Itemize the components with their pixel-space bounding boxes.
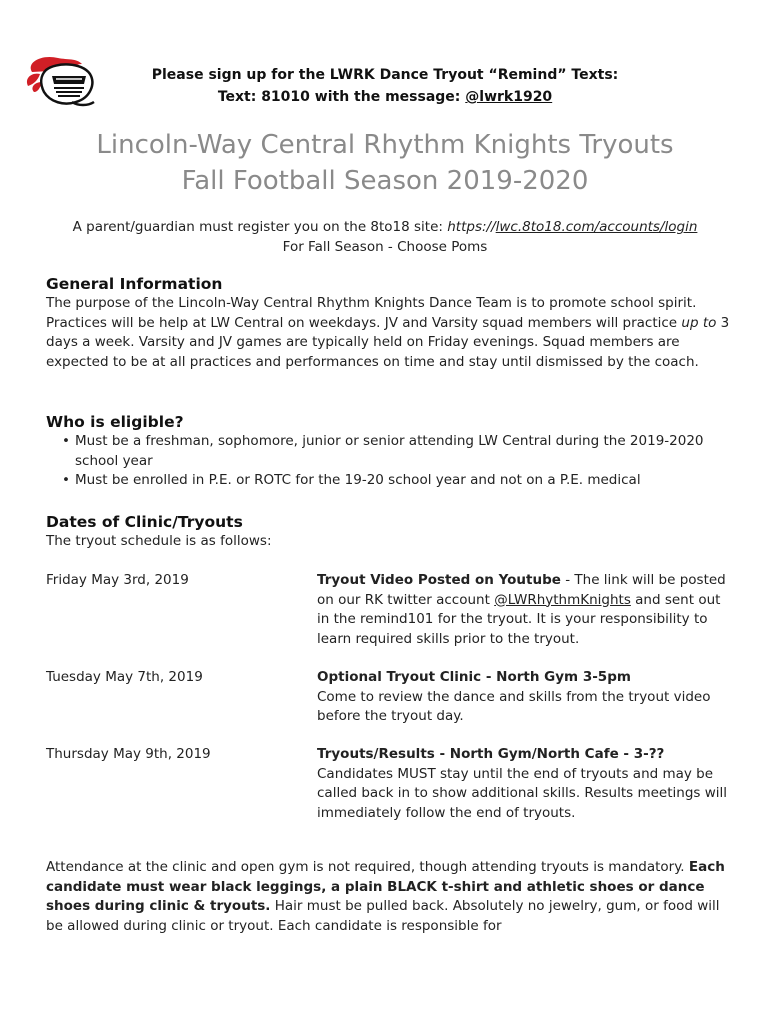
event-title: Tryout Video Posted on Youtube [317,572,561,588]
registration-instruction [0,217,770,237]
general-info-emphasis: up to [681,314,717,331]
twitter-handle-link[interactable]: @LWRhythmKnights [494,591,631,608]
remind-line-1: Please sign up for the LWRK Dance Tryout “Remind” Texts: [151,67,619,83]
attendance-dress-code: Each candidate must wear black leggings, a plain BLACK t-shirt and athletic shoes or dance shoes during clinic & tryouts. [46,859,725,915]
registration-url[interactable] [447,219,697,235]
registration-text: A parent/guardian must register you on the 8to18 site: [72,219,448,235]
page-title: Lincoln-Way Central Rhythm Knights Tryouts [96,130,674,160]
list-item [46,432,726,471]
dates-intro: The tryout schedule is as follows: [46,533,272,549]
event-separator: - [560,572,575,588]
event-details [317,571,727,649]
attendance-text-1: Attendance at the clinic and open gym is not required, though attending tryouts is mandatory. [46,859,689,875]
event-date: Thursday May 9th, 2019 [46,746,211,762]
registration-season-note: For Fall Season - Choose Poms [282,239,488,255]
event-details [317,668,727,727]
remind-line-2 [110,86,660,108]
remind-text-instruction: Text: 81010 with the message: [217,89,466,105]
remind-signup-notice [110,64,660,108]
general-info-heading: General Information [46,275,223,293]
event-date: Friday May 3rd, 2019 [46,572,189,588]
rhythm-knights-logo-icon [24,52,104,110]
eligibility-heading: Who is eligible? [46,413,184,431]
page-subtitle: Fall Football Season 2019-2020 [181,166,589,196]
attendance-paragraph [46,858,732,936]
remind-handle-link[interactable]: @lwrk1920 [465,89,553,105]
registration-url-link[interactable]: lwc.8to18.com/accounts/login [495,219,698,235]
attendance-text-2: Hair must be pulled back. Absolutely no jewelry, gum, or food will be allowed during clinic or tryout. Each candidate is responsible for [46,898,720,934]
event-description-end: and sent out in the remind101 for the tryout. It is your responsibility to learn required skills prior to the tryout. [317,591,721,647]
eligibility-item-text: Must be a freshman, sophomore, junior or senior attending LW Central during the 2019-2020 school year [75,433,704,469]
eligibility-item-text: Must be enrolled in P.E. or ROTC for the 19-20 school year and not on a P.E. medical [75,472,641,489]
eligibility-list [46,432,726,491]
general-info-paragraph [46,294,736,372]
event-date: Tuesday May 7th, 2019 [46,669,203,685]
list-item [46,471,726,491]
general-info-text-2: 3 days a week. Varsity and JV games are typically held on Friday evenings. Squad members are expected to be at all practices and performances on time and stay until dismissed by the coach. [46,314,730,370]
event-details [317,745,727,823]
registration-url-scheme: https:// [447,219,496,235]
event-description: Come to review the dance and skills from the tryout video before the tryout day. [317,688,711,725]
bullet-icon: • [62,433,70,449]
event-description: The link will be posted on our RK twitter account [317,572,726,608]
bullet-icon: • [62,472,70,489]
event-title: Tryouts/Results - North Gym/North Cafe - 3-?? [317,746,665,762]
dates-heading: Dates of Clinic/Tryouts [46,513,243,531]
general-info-text-1: The purpose of the Lincoln-Way Central Rhythm Knights Dance Team is to promote school spirit. Practices will be help at LW Central on weekdays. JV and Varsity squad members will practice [46,295,697,331]
event-title: Optional Tryout Clinic - North Gym 3-5pm [317,669,631,685]
event-description: Candidates MUST stay until the end of tryouts and may be called back in to show additional skills. Results meetings will immediately follow the end of tryouts. [317,765,728,821]
